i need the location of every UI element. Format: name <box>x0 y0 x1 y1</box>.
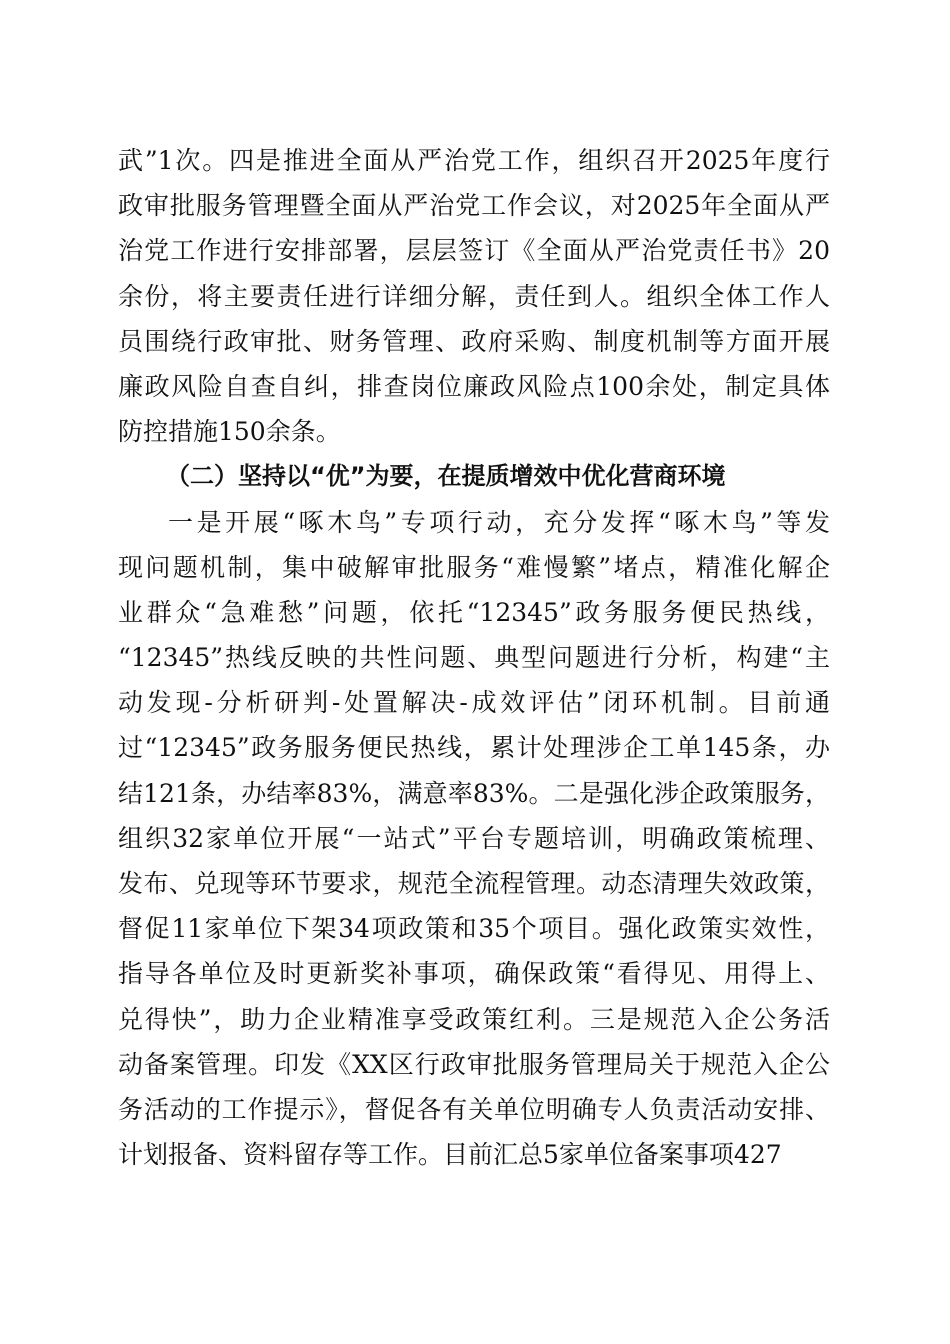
paragraph-line: 结121条，办结率83%，满意率83%。二是强化涉企政策服务， <box>118 778 830 808</box>
paragraph-line: 务活动的工作提示》，督促各有关单位明确专人负责活动安排、 <box>118 1094 830 1124</box>
paragraph-line: 兑得快”，助力企业精准享受政策红利。三是规范入企公务活 <box>118 1004 830 1034</box>
paragraph-line: 过“12345”政务服务便民热线，累计处理涉企工单145条，办 <box>118 733 830 763</box>
paragraph-line: 一是开展“啄木鸟”专项行动，充分发挥“啄木鸟”等发 <box>168 507 830 537</box>
paragraph-line: 督促11家单位下架34项政策和35个项目。强化政策实效性， <box>118 914 830 944</box>
section-heading: （二）坚持以“优”为要，在提质增效中优化营商环境 <box>166 462 726 491</box>
paragraph-1 <box>118 138 830 454</box>
paragraph-line: 现问题机制，集中破解审批服务“难慢繁”堵点，精准化解企 <box>118 552 830 582</box>
paragraph-line: 业群众“急难愁”问题，依托“12345”政务服务便民热线， <box>118 597 830 627</box>
paragraph-line: 武”1次。四是推进全面从严治党工作，组织召开2025年度行 <box>118 146 830 175</box>
paragraph-line: 动发现-分析研判-处置解决-成效评估”闭环机制。目前通 <box>118 688 830 718</box>
paragraph-line: 余份，将主要责任进行详细分解，责任到人。组织全体工作人 <box>118 281 830 311</box>
paragraph-line: 廉政风险自查自纠，排查岗位廉政风险点100余处，制定具体 <box>118 371 830 401</box>
paragraph-line: 计划报备、资料留存等工作。目前汇总5家单位备案事项427 <box>118 1140 782 1170</box>
paragraph-line: 组织32家单位开展“一站式”平台专题培训，明确政策梳理、 <box>118 823 830 853</box>
paragraph-line: 治党工作进行安排部署，层层签订《全面从严治党责任书》20 <box>118 236 830 266</box>
paragraph-line: 指导各单位及时更新奖补事项，确保政策“看得见、用得上、 <box>118 959 830 989</box>
paragraph-line: “12345”热线反映的共性问题、典型问题进行分析，构建“主 <box>118 643 830 673</box>
paragraph-line: 发布、兑现等环节要求，规范全流程管理。动态清理失效政策， <box>118 869 830 898</box>
document-body <box>118 138 830 1177</box>
paragraph-line: 员围绕行政审批、财务管理、政府采购、制度机制等方面开展 <box>118 326 830 356</box>
paragraph-line: 政审批服务管理暨全面从严治党工作会议，对2025年全面从严 <box>118 191 830 221</box>
paragraph-line: 防控措施150余条。 <box>118 417 341 447</box>
paragraph-2 <box>118 500 830 1178</box>
paragraph-line: 动备案管理。印发《XX区行政审批服务管理局关于规范入企公 <box>118 1049 830 1079</box>
